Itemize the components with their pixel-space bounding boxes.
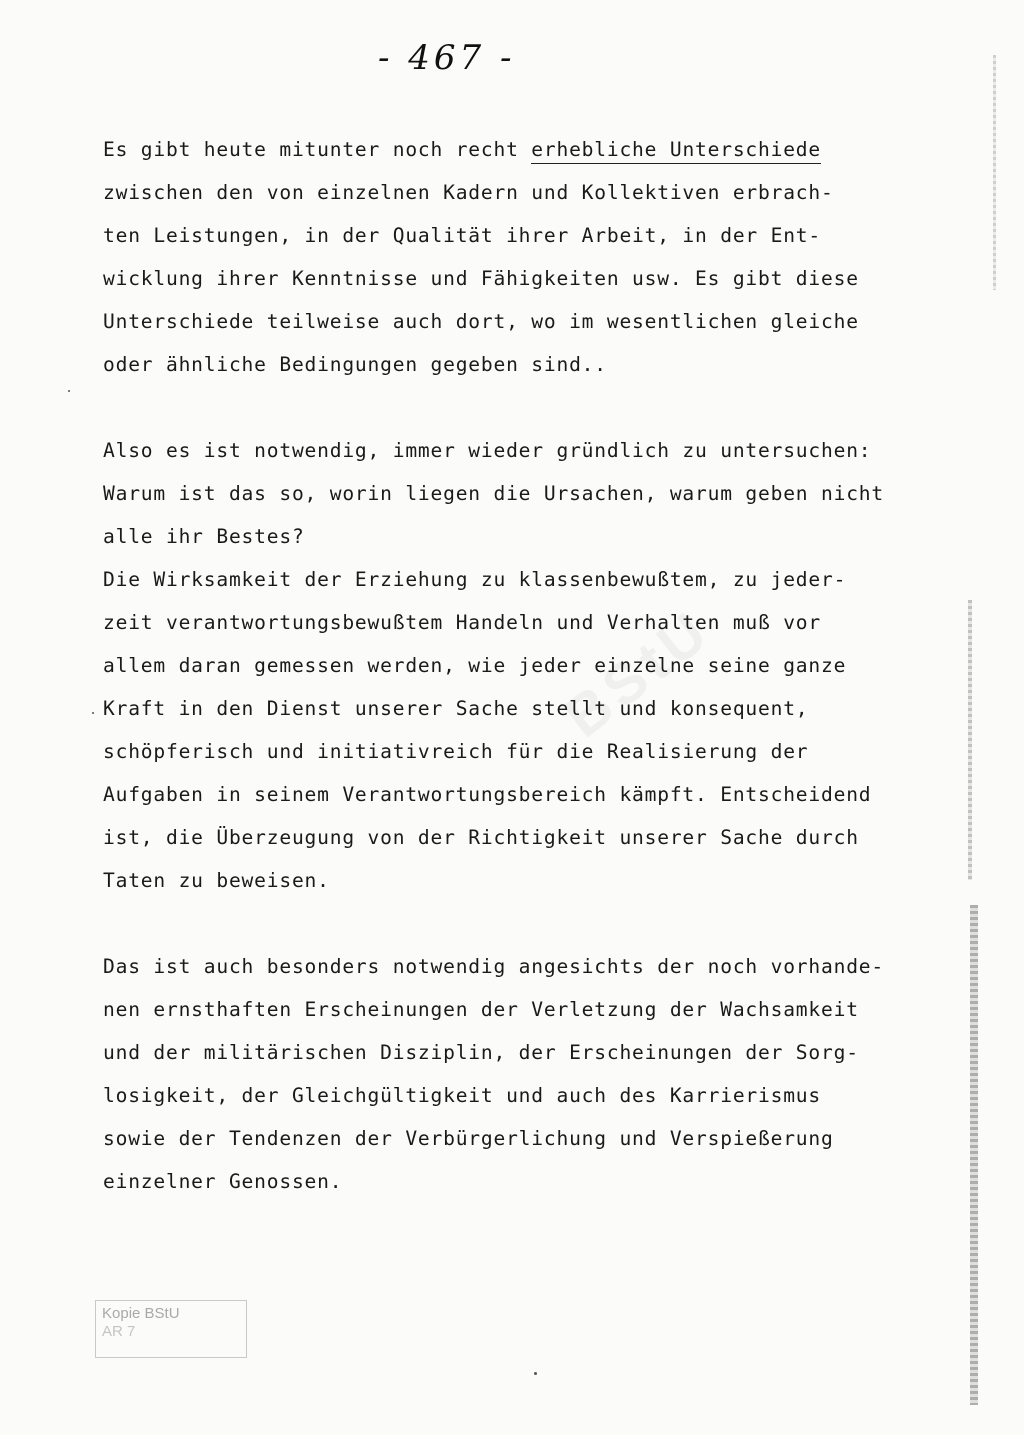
text-line: wicklung ihrer Kenntnisse und Fähigkeiten usw. Es gibt diese: [103, 267, 859, 290]
stamp-line-1: Kopie BStU: [102, 1305, 180, 1322]
underlined-phrase: erhebliche Unterschiede: [531, 138, 821, 164]
text-line: und der militärischen Disziplin, der Erscheinungen der Sorg-: [103, 1041, 859, 1064]
text-line: Also es ist notwendig, immer wieder gründlich zu untersuchen:: [103, 439, 872, 462]
text-line: oder ähnliche Bedingungen gegeben sind..: [103, 353, 607, 376]
text-line: alle ihr Bestes?: [103, 525, 305, 548]
stamp-line-2: AR 7: [102, 1323, 136, 1340]
line-text: Es gibt heute mitunter noch recht: [103, 138, 532, 161]
text-line: ist, die Überzeugung von der Richtigkeit unserer Sache durch: [103, 826, 859, 849]
text-line: einzelner Genossen.: [103, 1170, 343, 1193]
text-line: sowie der Tendenzen der Verbürgerlichung und Verspießerung: [103, 1127, 834, 1150]
page-number: - 467 -: [378, 38, 516, 78]
document-body: [103, 128, 933, 1203]
paragraph-gap: [103, 902, 933, 945]
scan-edge-shadow: [968, 600, 972, 880]
text-line: allem daran gemessen werden, wie jeder einzelne seine ganze: [103, 654, 847, 677]
scan-speck: [534, 1372, 537, 1375]
paragraph-gap: [103, 386, 933, 429]
scan-speck: [68, 390, 70, 392]
text-line: Taten zu beweisen.: [103, 869, 330, 892]
paragraph: [103, 128, 933, 386]
text-line: Kraft in den Dienst unserer Sache stellt und konsequent,: [103, 697, 809, 720]
scan-edge-shadow: [993, 55, 996, 290]
text-line: zeit verantwortungsbewußtem Handeln und Verhalten muß vor: [103, 611, 821, 634]
text-line: Unterschiede teilweise auch dort, wo im wesentlichen gleiche: [103, 310, 859, 333]
text-line: nen ernsthaften Erscheinungen der Verletzung der Wachsamkeit: [103, 998, 859, 1021]
text-line: Die Wirksamkeit der Erziehung zu klassenbewußtem, zu jeder-: [103, 568, 847, 591]
paragraph: [103, 429, 933, 902]
text-line: Aufgaben in seinem Verantwortungsbereich kämpft. Entscheidend: [103, 783, 872, 806]
text-line: losigkeit, der Gleichgültigkeit und auch des Karrierismus: [103, 1084, 821, 1107]
scan-speck: [92, 712, 94, 714]
paragraph: [103, 945, 933, 1203]
text-line: schöpferisch und initiativreich für die Realisierung der: [103, 740, 809, 763]
text-line: zwischen den von einzelnen Kadern und Kollektiven erbrach-: [103, 181, 834, 204]
text-line: Das ist auch besonders notwendig angesichts der noch vorhande-: [103, 955, 884, 978]
text-line: [103, 128, 933, 171]
archive-stamp: [95, 1300, 247, 1358]
text-line: ten Leistungen, in der Qualität ihrer Arbeit, in der Ent-: [103, 224, 821, 247]
scan-edge-shadow: [970, 905, 978, 1405]
text-line: Warum ist das so, worin liegen die Ursachen, warum geben nicht: [103, 482, 884, 505]
